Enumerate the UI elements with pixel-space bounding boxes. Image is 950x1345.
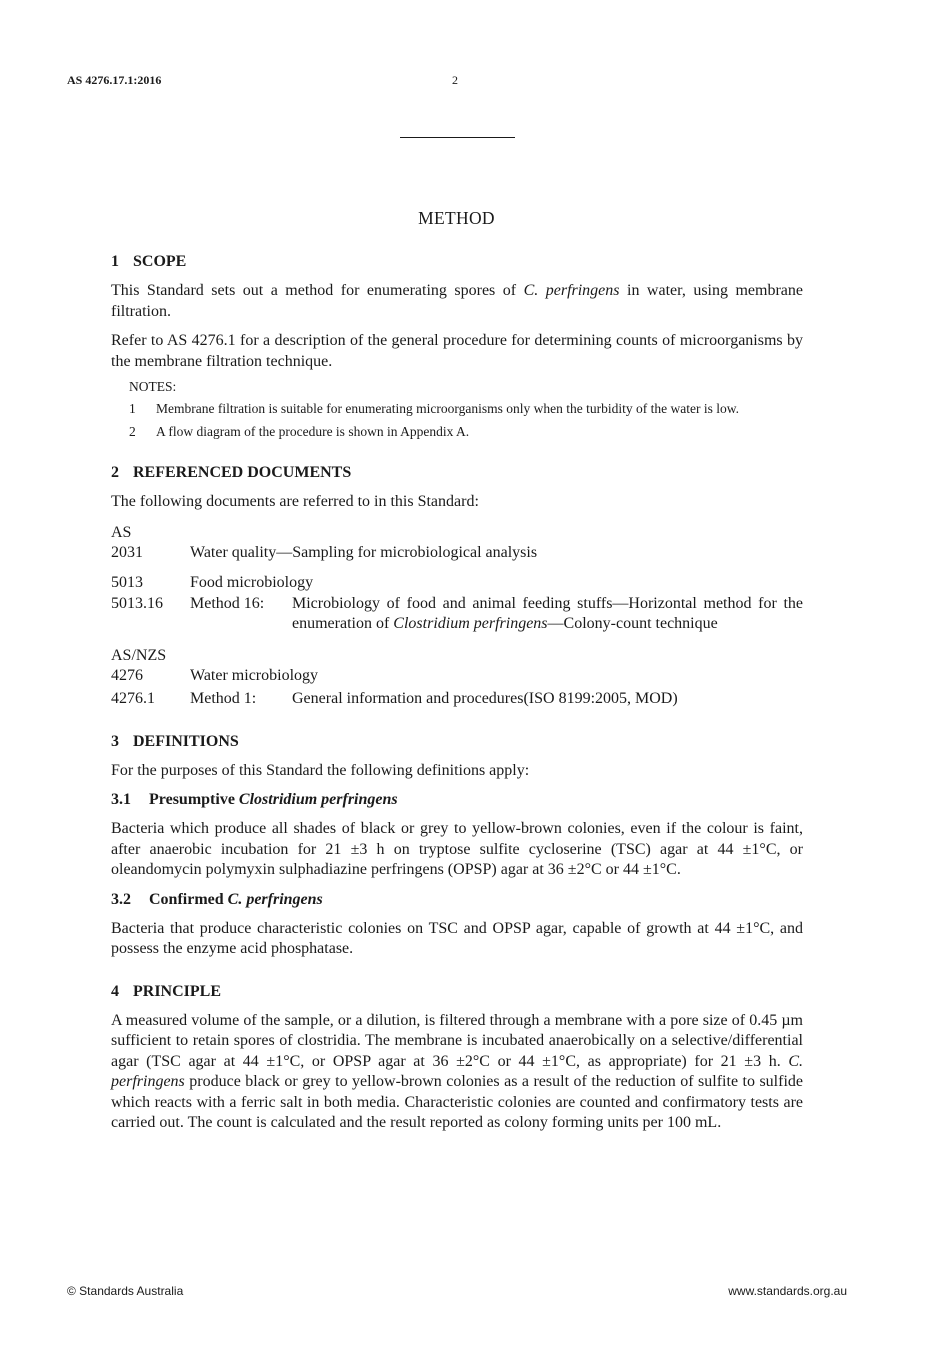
reference-row: 4276 Water microbiology	[111, 666, 319, 684]
section-heading: 4 PRINCIPLE	[111, 982, 222, 1000]
reference-row: 2031 Water quality—Sampling for microbiological analysis	[111, 543, 538, 561]
reference-row: 5013.16 Method 16: Microbiology of food and animal feeding stuffs—Horizontal method for the enumeration of Clostridium perfringens—Colony-count technique	[111, 594, 803, 632]
definition-text: Bacteria which produce all shades of black or grey to yellow-brown colonies, even if the colour is faint, after anaerobic incubation for 21 ±3 h on tryptose sulfite cycloserine (TSC) agar at 44 ±1°C, or oleandomycin polymyxin sulphadiazine perfringens (OPSP) agar at 36 ±2°C or 44 ±1°C.	[111, 820, 803, 878]
section-principle	[111, 982, 803, 1134]
subsection-heading: 3.2 Confirmed C. perfringens	[111, 890, 323, 908]
reference-row: 5013 Food microbiology	[111, 574, 314, 591]
note-item: 2 A flow diagram of the procedure is shown in Appendix A.	[129, 424, 470, 439]
notes-block	[129, 377, 803, 441]
document-body	[111, 252, 803, 1156]
subsection-heading: 3.1 Presumptive Clostridium perfringens	[111, 791, 398, 808]
section-heading: 3 DEFINITIONS	[111, 732, 239, 750]
section-heading: 1 SCOPE	[111, 253, 187, 270]
reference-org: AS/NZS	[111, 646, 167, 664]
principle-text: A measured volume of the sample, or a dilution, is filtered through a membrane with a pore size of 0.45 µm sufficient to retain spores of clostridia. The membrane is incubated anaerobically on a selective/differential agar (TSC agar at 44 ±1°C, or OPSP agar at 36 ±2°C or 44 ±1°C, as appropriate) for 21 ±3 h. C. perfringens produce black or grey to yellow-brown colonies as a result of the reduction of sulfite to sulfide which reacts with a ferric salt in both media. Characteristic colonies are counted and confirmatory tests are carried out. The count is calculated and the result reported as colony forming units per 100 mL.	[111, 1011, 803, 1131]
document-id: AS 4276.17.1:2016	[67, 73, 162, 87]
section-scope	[111, 252, 803, 441]
section-referenced-documents	[111, 463, 803, 710]
website-link[interactable]: www.standards.org.au	[728, 1284, 847, 1298]
reference-row: 4276.1 Method 1: General information and procedures(ISO 8199:2005, MOD)	[111, 690, 678, 707]
copyright-notice: © Standards Australia	[67, 1284, 184, 1298]
section-definitions	[111, 732, 803, 960]
reference-group-as-5013	[111, 573, 803, 635]
page-number: 2	[452, 73, 458, 87]
reference-group-as	[111, 522, 803, 564]
section-heading: 2 REFERENCED DOCUMENTS	[111, 464, 352, 481]
definitions-intro: For the purposes of this Standard the following definitions apply:	[111, 761, 530, 779]
reference-group-asnzs	[111, 645, 803, 710]
note-item: 1 Membrane filtration is suitable for enumerating microorganisms only when the turbidity of the water is low.	[129, 401, 739, 416]
definition-text: Bacteria that produce characteristic colonies on TSC and OPSP agar, capable of growth at 44 ±1°C, and possess the enzyme acid phosphatase.	[111, 919, 803, 957]
header-divider	[400, 137, 515, 138]
method-title: METHOD	[418, 208, 495, 228]
reference-org: AS	[111, 523, 132, 541]
scope-paragraph-1: This Standard sets out a method for enumerating spores of C. perfringens in water, using membrane filtration.	[111, 282, 803, 320]
references-intro: The following documents are referred to in this Standard:	[111, 493, 479, 510]
scope-paragraph-2: Refer to AS 4276.1 for a description of the general procedure for determining counts of microorganisms by the membrane filtration technique.	[111, 332, 803, 370]
notes-title: NOTES:	[129, 379, 177, 394]
